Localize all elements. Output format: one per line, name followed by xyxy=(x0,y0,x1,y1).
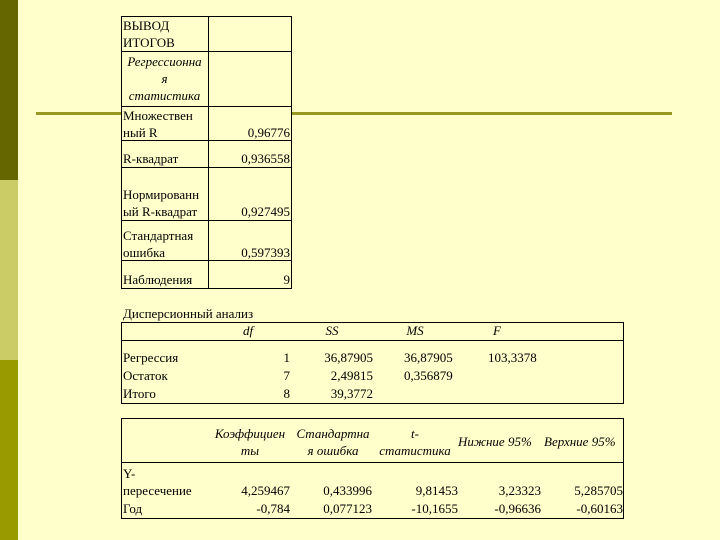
summary-title: ВЫВОД ИТОГОВ xyxy=(123,18,175,50)
anova-header-f: F xyxy=(493,323,501,338)
row-label: Y- пересечение xyxy=(123,466,192,498)
se-value: 0,077123 xyxy=(323,501,372,516)
anova-header-ss: SS xyxy=(325,323,339,338)
summary-section-heading: Регрессионна я статистика xyxy=(127,54,202,103)
coef-value: -0,784 xyxy=(256,501,290,516)
summary-label: Стандартная ошибка xyxy=(123,228,194,260)
summary-value: 0,597393 xyxy=(241,245,290,260)
anova-header-df: df xyxy=(242,323,254,338)
header-standard-error: Стандартна я ошибка xyxy=(296,426,370,458)
summary-label: R-квадрат xyxy=(123,151,179,166)
summary-value: 0,936558 xyxy=(241,151,290,166)
lower-value: -0,96636 xyxy=(494,501,541,516)
upper-value: -0,60163 xyxy=(576,501,623,516)
summary-value: 0,927495 xyxy=(241,204,290,219)
decor-stripe-middle xyxy=(0,180,18,360)
decor-stripe-bottom xyxy=(0,360,18,540)
row-label: Итого xyxy=(123,386,156,401)
header-upper-95: Верхние 95% xyxy=(544,434,616,449)
summary-value: 0,96776 xyxy=(247,125,290,140)
df-value: 7 xyxy=(283,368,290,383)
header-coefficients: Коэффициен ты xyxy=(214,426,286,458)
summary-label: Множествен ный R xyxy=(123,108,193,140)
ss-value: 2,49815 xyxy=(330,368,373,383)
row-label: Год xyxy=(123,501,143,516)
t-value: 9,81453 xyxy=(415,483,458,498)
anova-header-ms: MS xyxy=(406,323,424,338)
summary-label: Нормированн ый R-квадрат xyxy=(123,187,200,219)
ss-value: 36,87905 xyxy=(324,350,373,365)
summary-label: Наблюдения xyxy=(123,272,193,287)
decor-stripe-top xyxy=(0,0,18,180)
row-label: Регрессия xyxy=(123,350,179,365)
anova-caption: Дисперсионный анализ xyxy=(123,306,254,321)
ss-value: 39,3772 xyxy=(330,386,373,401)
upper-value: 5,285705 xyxy=(574,483,623,498)
ms-value: 0,356879 xyxy=(404,368,453,383)
lower-value: 3,23323 xyxy=(498,483,541,498)
f-value: 103,3378 xyxy=(488,350,537,365)
se-value: 0,433996 xyxy=(323,483,372,498)
coef-value: 4,259467 xyxy=(241,483,290,498)
row-label: Остаток xyxy=(123,368,168,383)
ms-value: 36,87905 xyxy=(404,350,453,365)
summary-value: 9 xyxy=(283,272,290,287)
t-value: -10,1655 xyxy=(411,501,458,516)
header-t-stat: t- статистика xyxy=(379,426,451,458)
header-lower-95: Нижние 95% xyxy=(458,434,532,449)
df-value: 1 xyxy=(283,350,290,365)
df-value: 8 xyxy=(283,386,290,401)
